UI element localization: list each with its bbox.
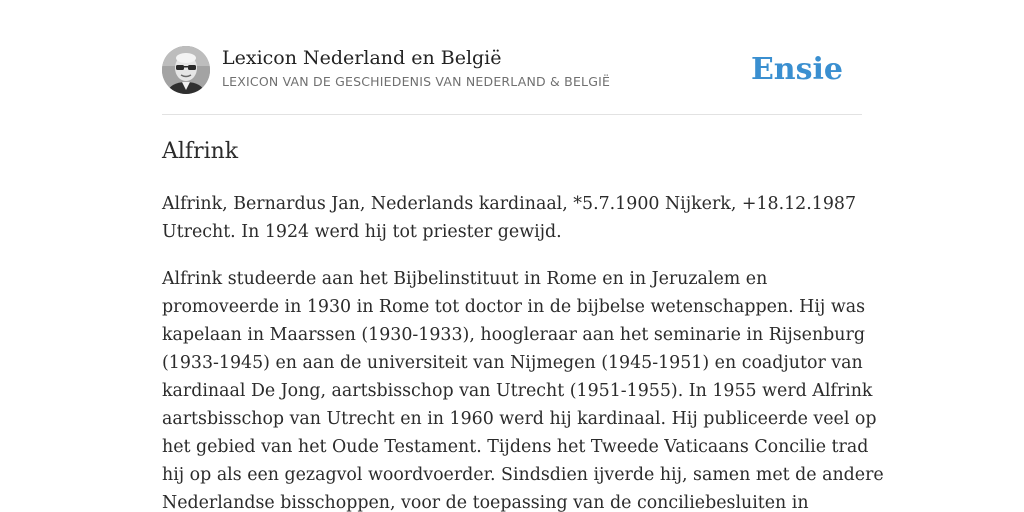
person-portrait-avatar-icon: [162, 46, 210, 94]
publisher-subtitle: LEXICON VAN DE GESCHIEDENIS VAN NEDERLAND & BELGIË: [222, 74, 611, 89]
article-paragraph: [162, 190, 868, 246]
text-line: (1933-1945) en aan de universiteit van Nijmegen (1945-1951) en coadjutor van: [162, 353, 863, 373]
text-line: Alfrink, Bernardus Jan, Nederlands kardinaal, *5.7.1900 Nijkerk, +18.12.1987: [162, 194, 857, 214]
text-line: kapelaan in Maarssen (1930-1933), hoogleraar aan het seminarie in Rijsenburg: [162, 325, 865, 345]
ensie-logo[interactable]: Ensie: [750, 52, 843, 87]
text-line: kardinaal De Jong, aartsbisschop van Utrecht (1951-1955). In 1955 werd Alfrink: [162, 381, 873, 401]
text-line: aartsbisschop van Utrecht en in 1960 werd hij kardinaal. Hij publiceerde veel op: [162, 409, 877, 429]
article-title: Alfrink: [162, 139, 239, 164]
text-line: promoveerde in 1930 in Rome tot doctor in de bijbelse wetenschappen. Hij was: [162, 297, 865, 317]
text-line: het gebied van het Oude Testament. Tijdens het Tweede Vaticaans Concilie trad: [162, 437, 869, 457]
text-line: Utrecht. In 1924 werd hij tot priester gewijd.: [162, 222, 562, 242]
text-line: Nederlandse bisschoppen, voor de toepassing van de conciliebesluiten in: [162, 493, 809, 512]
text-line: hij op als een gezagvol woordvoerder. Sindsdien ijverde hij, samen met de andere: [162, 465, 884, 485]
article-paragraph: [162, 265, 884, 512]
publisher-name[interactable]: Lexicon Nederland en België: [222, 47, 502, 69]
article-body: [162, 190, 884, 512]
publisher-header: [162, 46, 862, 115]
text-line: Alfrink studeerde aan het Bijbelinstituut in Rome en in Jeruzalem en: [162, 269, 768, 289]
publisher-avatar[interactable]: [162, 46, 210, 94]
